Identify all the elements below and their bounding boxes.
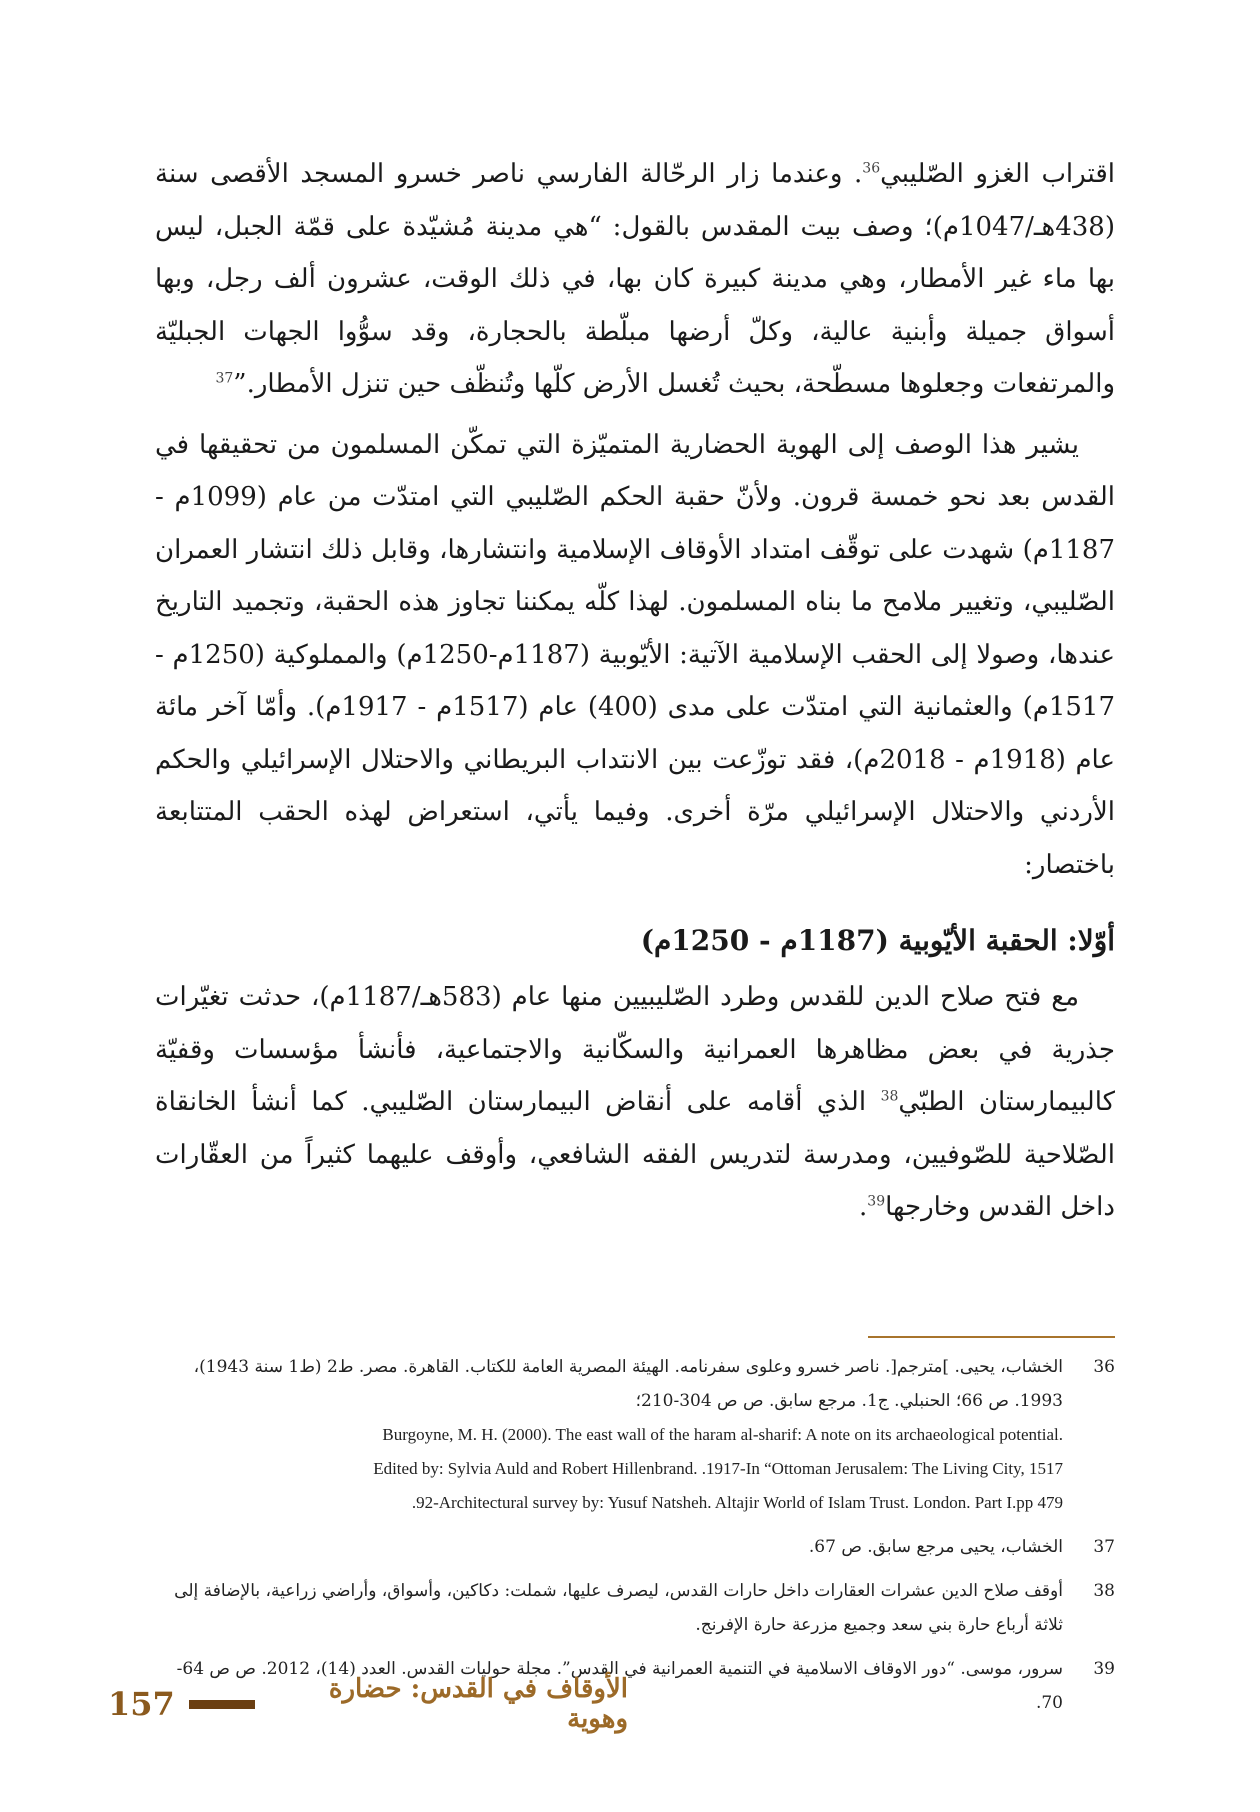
footnote-line: 1993. ص 66؛ الحنبلي. ج1. مرجع سابق. ص ص 304-210؛ xyxy=(635,1391,1063,1411)
footnote-latin-line: .92-Architectural survey by: Yusuf Natsheh. Altajir World of Islam Trust. London. Part I.pp 479 xyxy=(411,1493,1063,1512)
footnote-number: 36 xyxy=(1093,1357,1115,1377)
page-number: 157 xyxy=(108,1685,175,1723)
footnote-body xyxy=(155,1530,1063,1564)
footnote-ref-39[interactable]: 39 xyxy=(867,1193,886,1210)
footnote-body xyxy=(155,1574,1063,1642)
page-footer xyxy=(108,1674,628,1734)
paragraph-1-text-b: . وعندما زار الرحّالة الفارسي ناصر خسرو المسجد الأقصى سنة (438هـ/1047م)؛ وصف بيت المقدس بالقول: “هي مدينة مُشيّدة على قمّة الجبل، ليس بها ماء غير الأمطار، وهي مدينة كبيرة كان بها، في ذلك الوقت، عشرون ألف رجل، وبها أسواق جميلة وأبنية عالية، وكلّ أرضها مبلّطة بالحجارة، وقد سوُّوا الجهات الجبليّة والمرتفعات وجعلوها مسطّحة، بحيث تُغسل الأرض كلّها وتُنظّف حين تنزل الأمطار.” xyxy=(155,159,1115,399)
section-heading: أوّلا: الحقبة الأيّوبية (1187م - 1250م) xyxy=(640,924,1115,957)
footer-divider-bar xyxy=(189,1700,255,1709)
footnote-ref-37[interactable]: 37 xyxy=(215,370,234,387)
footnote-line: الخشاب، يحيى مرجع سابق. ص 67. xyxy=(808,1537,1063,1557)
footnote-38 xyxy=(155,1574,1115,1642)
paragraph-3-text-a: مع فتح صلاح الدين للقدس وطرد الصّليبيين منها عام (583هـ/1187م)، حدثت تغيّرات جذرية في بعض مظاهرها العمرانية والسكّانية والاجتماعية، فأنشأ مؤسسات وقفيّة كالبيمارستان الطبّي xyxy=(155,982,1115,1117)
paragraph-1-text-a: اقتراب الغزو الصّليبي xyxy=(880,159,1116,189)
footnote-line: ثلاثة أرباع حارة بني سعد وجميع مزرعة حارة الإفرنج. xyxy=(695,1615,1063,1635)
footnote-line: سرور، موسى. “دور الاوقاف الاسلامية في التنمية العمرانية في القدس”. مجلة حوليات القدس. العدد (14)، 2012. ص ص 64-70. xyxy=(176,1659,1063,1713)
footnote-latin-line: Edited by: Sylvia Auld and Robert Hillenbrand. .1917-In “Ottoman Jerusalem: The Living City, 1517 xyxy=(373,1459,1063,1478)
paragraph-3-text-c: . xyxy=(859,1192,868,1222)
footnote-body xyxy=(155,1350,1063,1520)
footnote-number: 37 xyxy=(1093,1537,1115,1557)
footnote-number: 38 xyxy=(1093,1581,1115,1601)
footnote-36 xyxy=(155,1350,1115,1520)
paragraph-2: يشير هذا الوصف إلى الهوية الحضارية المتميّزة التي تمكّن المسلمون من تحقيقها في القدس بعد نحو خمسة قرون. ولأنّ حقبة الحكم الصّليبي التي امتدّت من عام (1099م - 1187م) شهدت على توقّف امتداد الأوقاف الإسلامية وانتشارها، وقابل ذلك انتشار العمران الصّليبي، وتغيير ملامح ما بناه المسلمون. لهذا كلّه يمكننا تجاوز هذه الحقبة، وتجميد التاريخ عندها، وصولا إلى الحقب الإسلامية الآتية: الأيّوبية (1187م-1250م) والمملوكية (1250م - 1517م) والعثمانية التي امتدّت على مدى (400) عام (1517م - 1917م). وأمّا آخر مائة عام (1918م - 2018م)، فقد توزّعت بين الانتداب البريطاني والاحتلال الإسرائيلي والحكم الأردني والاحتلال الإسرائيلي مرّة أخرى. وفيما يأتي، استعراض لهذه الحقب المتتابعة باختصار: xyxy=(155,429,1115,880)
running-title: الأوقاف في القدس: حضارة وهوية xyxy=(328,1674,628,1734)
footnote-latin-line: Burgoyne, M. H. (2000). The east wall of the haram al-sharif: A note on its archaeological potential. xyxy=(382,1425,1063,1444)
paragraph-3 xyxy=(155,971,1115,1234)
footnote-line: الخشاب، يحيى. ]مترجم[. ناصر خسرو وعلوى سفرنامه. الهيئة المصرية العامة للكتاب. القاهرة. مصر. ط2 (ط1 سنة 1943)، xyxy=(193,1357,1063,1377)
footnote-37 xyxy=(155,1530,1115,1564)
footnote-number: 39 xyxy=(1093,1659,1115,1679)
footnote-divider xyxy=(868,1336,1115,1338)
footnote-ref-38[interactable]: 38 xyxy=(880,1088,899,1105)
body-text xyxy=(155,148,1115,1242)
footnotes xyxy=(155,1350,1115,1730)
paragraph-3-text-b: الذي أقامه على أنقاض البيمارستان الصّليبي. كما أنشأ الخانقاة الصّلاحية للصّوفيين، ومدرسة لتدريس الفقه الشافعي، وأوقف عليهما كثيراً من العقّارات داخل القدس وخارجها xyxy=(155,1087,1115,1222)
footnote-line: أوقف صلاح الدين عشرات العقارات داخل حارات القدس، ليصرف عليها، شملت: دكاكين، وأسواق، وأراضي زراعية، بالإضافة إلى xyxy=(174,1581,1063,1601)
paragraph-1 xyxy=(155,148,1115,411)
footnote-ref-36[interactable]: 36 xyxy=(862,160,881,177)
